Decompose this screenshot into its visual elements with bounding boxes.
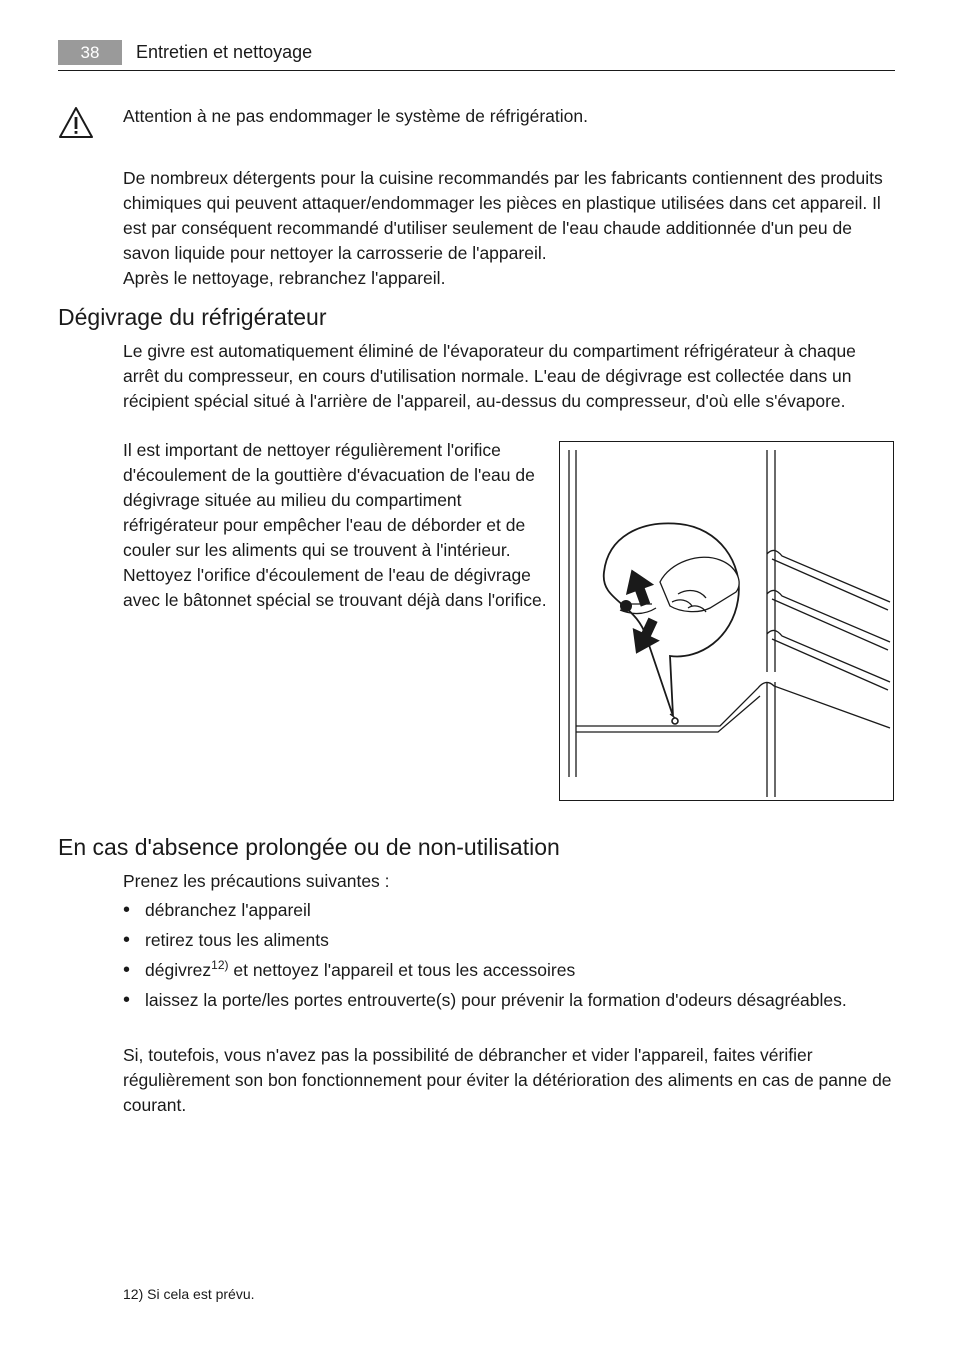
heading-absence: En cas d'absence prolongée ou de non-utilisation: [58, 834, 560, 860]
section-title: Entretien et nettoyage: [136, 42, 313, 62]
list-item-text-rest: et nettoyez l'appareil et tous les accessoires: [228, 960, 576, 980]
intro-paragraph: De nombreux détergents pour la cuisine recommandés par les fabricants contiennent des produits chimiques qui peuvent attaquer/endommager les pièces en plastique utilisées dans cet appareil. Il est par conséquent recommandé d'utiliser seulement de l'eau chaude additionnée d'un peu de savon liquide pour nettoyer la carrosserie de l'appareil.: [123, 168, 883, 263]
list-item: [123, 898, 895, 923]
precautions-list: [123, 898, 895, 1013]
defrost-paragraph-1: Le givre est automatiquement éliminé de l'évaporateur du compartiment réfrigérateur à chaque arrêt du compresseur, en cours d'utilisation normale. L'eau de dégivrage est collectée dans un récipient spécial situé à l'arrière de l'appareil, au-dessus du compresseur, d'où elle s'évapore.: [123, 341, 856, 411]
intro-after-cleaning: Après le nettoyage, rebranchez l'appareil.: [123, 268, 446, 288]
list-item-text: dégivrez: [145, 960, 212, 980]
footnote: 12) Si cela est prévu.: [123, 1286, 255, 1302]
page-header: [58, 40, 895, 71]
absence-intro: Prenez les précautions suivantes :: [123, 871, 390, 891]
warning-text: Attention à ne pas endommager le système de réfrigération.: [123, 106, 588, 126]
list-item: [123, 988, 895, 1013]
warning-triangle-icon: [58, 106, 94, 140]
absence-closing: Si, toutefois, vous n'avez pas la possibilité de débrancher et vider l'appareil, faites vérifier régulièrement son bon fonctionnement pour éviter la détérioration des aliments en cas de panne de courant.: [123, 1045, 892, 1115]
list-item: [123, 928, 895, 953]
footnote-ref: 12): [211, 958, 229, 973]
list-item-text: retirez tous les aliments: [145, 930, 329, 950]
list-item-text: laissez la porte/les portes entrouverte(s) pour prévenir la formation d'odeurs désagréables.: [145, 990, 847, 1010]
list-item: [123, 958, 895, 983]
drain-cleaning-drawing: [560, 442, 893, 800]
page-number: 38: [58, 40, 122, 65]
heading-defrost: Dégivrage du réfrigérateur: [58, 304, 327, 330]
list-item-text: débranchez l'appareil: [145, 900, 311, 920]
defrost-paragraph-2: Il est important de nettoyer régulièrement l'orifice d'écoulement de la gouttière d'évacuation de l'eau de dégivrage située au milieu du compartiment réfrigérateur pour empêcher l'eau de déborder et de couler sur les aliments qui se trouvent à l'intérieur. Nettoyez l'orifice d'écoulement de l'eau de dégivrage avec le bâtonnet spécial se trouvant déjà dans l'orifice.: [123, 440, 547, 610]
defrost-drain-illustration: [559, 441, 894, 801]
